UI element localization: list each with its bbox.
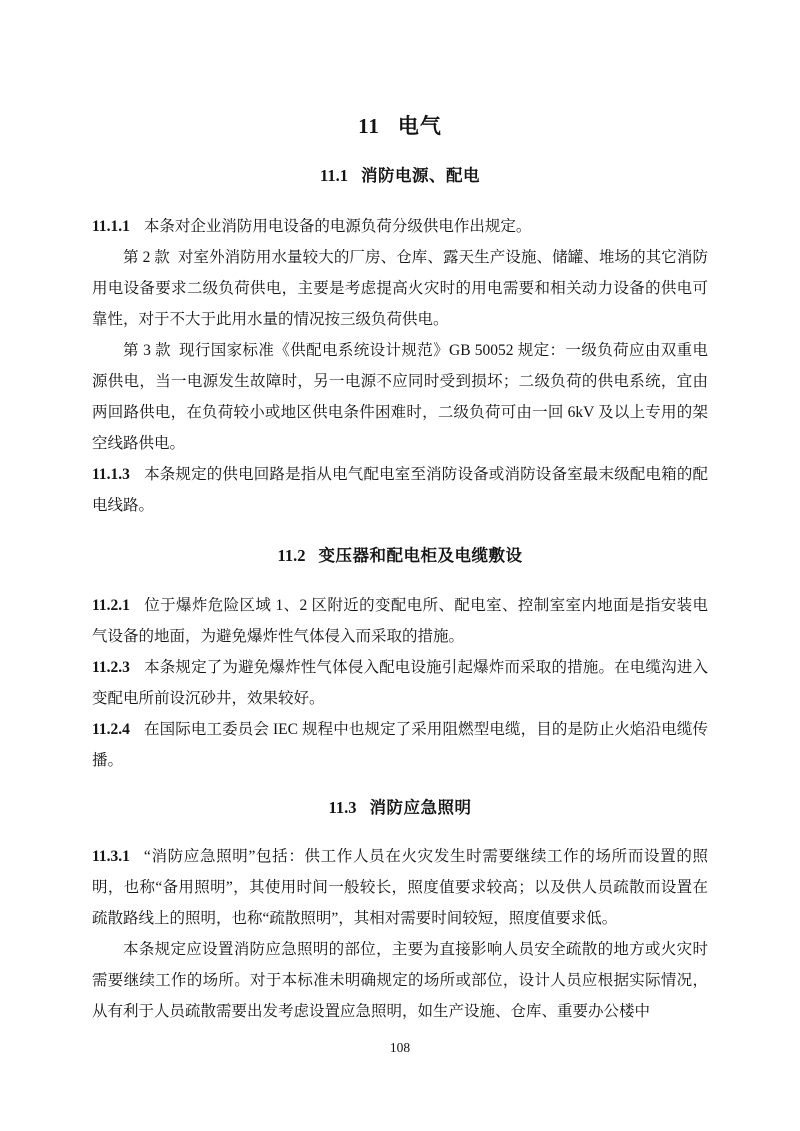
- page-content: [92, 0, 708, 1027]
- clause-paragraph-11-3-1: [92, 841, 708, 934]
- paragraph-text: 本条规定应设置消防应急照明的部位，主要为直接影响人员安全疏散的地方或火灾时需要继续工作的场所。对于本标准未明确规定的场所或部位，设计人员应根据实际情况，从有利于人员疏散需要出发考虑设置应急照明，如生产设施、仓库、重要办公楼中: [92, 941, 708, 1020]
- section-number: 11.2: [277, 546, 306, 565]
- clause-text: 在国际电工委员会 IEC 规程中也规定了采用阻燃型电缆，目的是防止火焰沿电缆传播。: [92, 721, 708, 769]
- section-title: 消防电源、配电: [360, 167, 480, 185]
- sub-paragraph-label: 第 2 款: [123, 249, 170, 266]
- clause-text: “消防应急照明”包括：供工作人员在火灾发生时需要继续工作的场所而设置的照明，也称“备用照明”，其使用时间一般较长，照度值要求较高；以及供人员疏散而设置在疏散路线上的照明，也称“疏散照明”，其相对需要时间较短，照度值要求低。: [92, 848, 708, 927]
- clause-text: 本条对企业消防用电设备的电源负荷分级供电作出规定。: [143, 218, 532, 235]
- clause-label: 11.2.1: [92, 597, 130, 614]
- section-heading-11-2: [92, 545, 708, 567]
- section-title: 消防应急照明: [369, 799, 472, 817]
- section-title: 变压器和配电柜及电缆敷设: [318, 547, 523, 565]
- clause-label: 11.2.4: [92, 721, 130, 738]
- clause-label: 11.2.3: [92, 659, 130, 676]
- section-number: 11.3: [328, 798, 357, 817]
- clause-paragraph-11-2-3: [92, 652, 708, 714]
- sub-paragraph-item-3: [92, 335, 708, 459]
- clause-text: 本条规定了为避免爆炸性气体侵入配电设施引起爆炸而采取的措施。在电缆沟进入变配电所前设沉砂井，效果较好。: [92, 659, 708, 707]
- sub-paragraph-text: 现行国家标准《供配电系统设计规范》GB 50052 规定：一级负荷应由双重电源供电，当一电源发生故障时，另一电源不应同时受到损坏；二级负荷的供电系统，宜由两回路供电，在负荷较小或地区供电条件困难时，二级负荷可由一回 6kV 及以上专用的架空线路供电。: [92, 342, 708, 452]
- page-number: 108: [389, 1040, 411, 1055]
- continuation-paragraph: [92, 934, 708, 1027]
- section-number: 11.1: [320, 166, 348, 185]
- chapter-title: 电气: [397, 115, 442, 138]
- chapter-heading: [92, 112, 708, 141]
- clause-label: 11.1.1: [92, 218, 130, 235]
- section-11-1-body: [92, 211, 708, 521]
- clause-text: 本条规定的供电回路是指从电气配电室至消防设备或消防设备室最末级配电箱的配电线路。: [92, 466, 708, 514]
- chapter-number: 11: [358, 114, 380, 138]
- clause-paragraph-11-1-3: [92, 459, 708, 521]
- section-heading-11-3: [92, 797, 708, 819]
- section-11-3-body: [92, 841, 708, 1027]
- clause-text: 位于爆炸危险区域 1、2 区附近的变配电所、配电室、控制室室内地面是指安装电气设备的地面，为避免爆炸性气体侵入而采取的措施。: [92, 597, 708, 645]
- clause-paragraph-11-2-1: [92, 590, 708, 652]
- section-heading-11-1: [92, 165, 708, 187]
- clause-label: 11.1.3: [92, 466, 130, 483]
- section-11-2-body: [92, 590, 708, 776]
- clause-label: 11.3.1: [92, 848, 130, 865]
- sub-paragraph-item-2: [92, 242, 708, 335]
- sub-paragraph-text: 对室外消防用水量较大的厂房、仓库、露天生产设施、储罐、堆场的其它消防用电设备要求二级负荷供电，主要是考虑提高火灾时的用电需要和相关动力设备的供电可靠性，对于不大于此用水量的情况按三级负荷供电。: [92, 249, 708, 328]
- sub-paragraph-label: 第 3 款: [123, 342, 172, 359]
- clause-paragraph-11-1-1: [92, 211, 708, 242]
- clause-paragraph-11-2-4: [92, 714, 708, 776]
